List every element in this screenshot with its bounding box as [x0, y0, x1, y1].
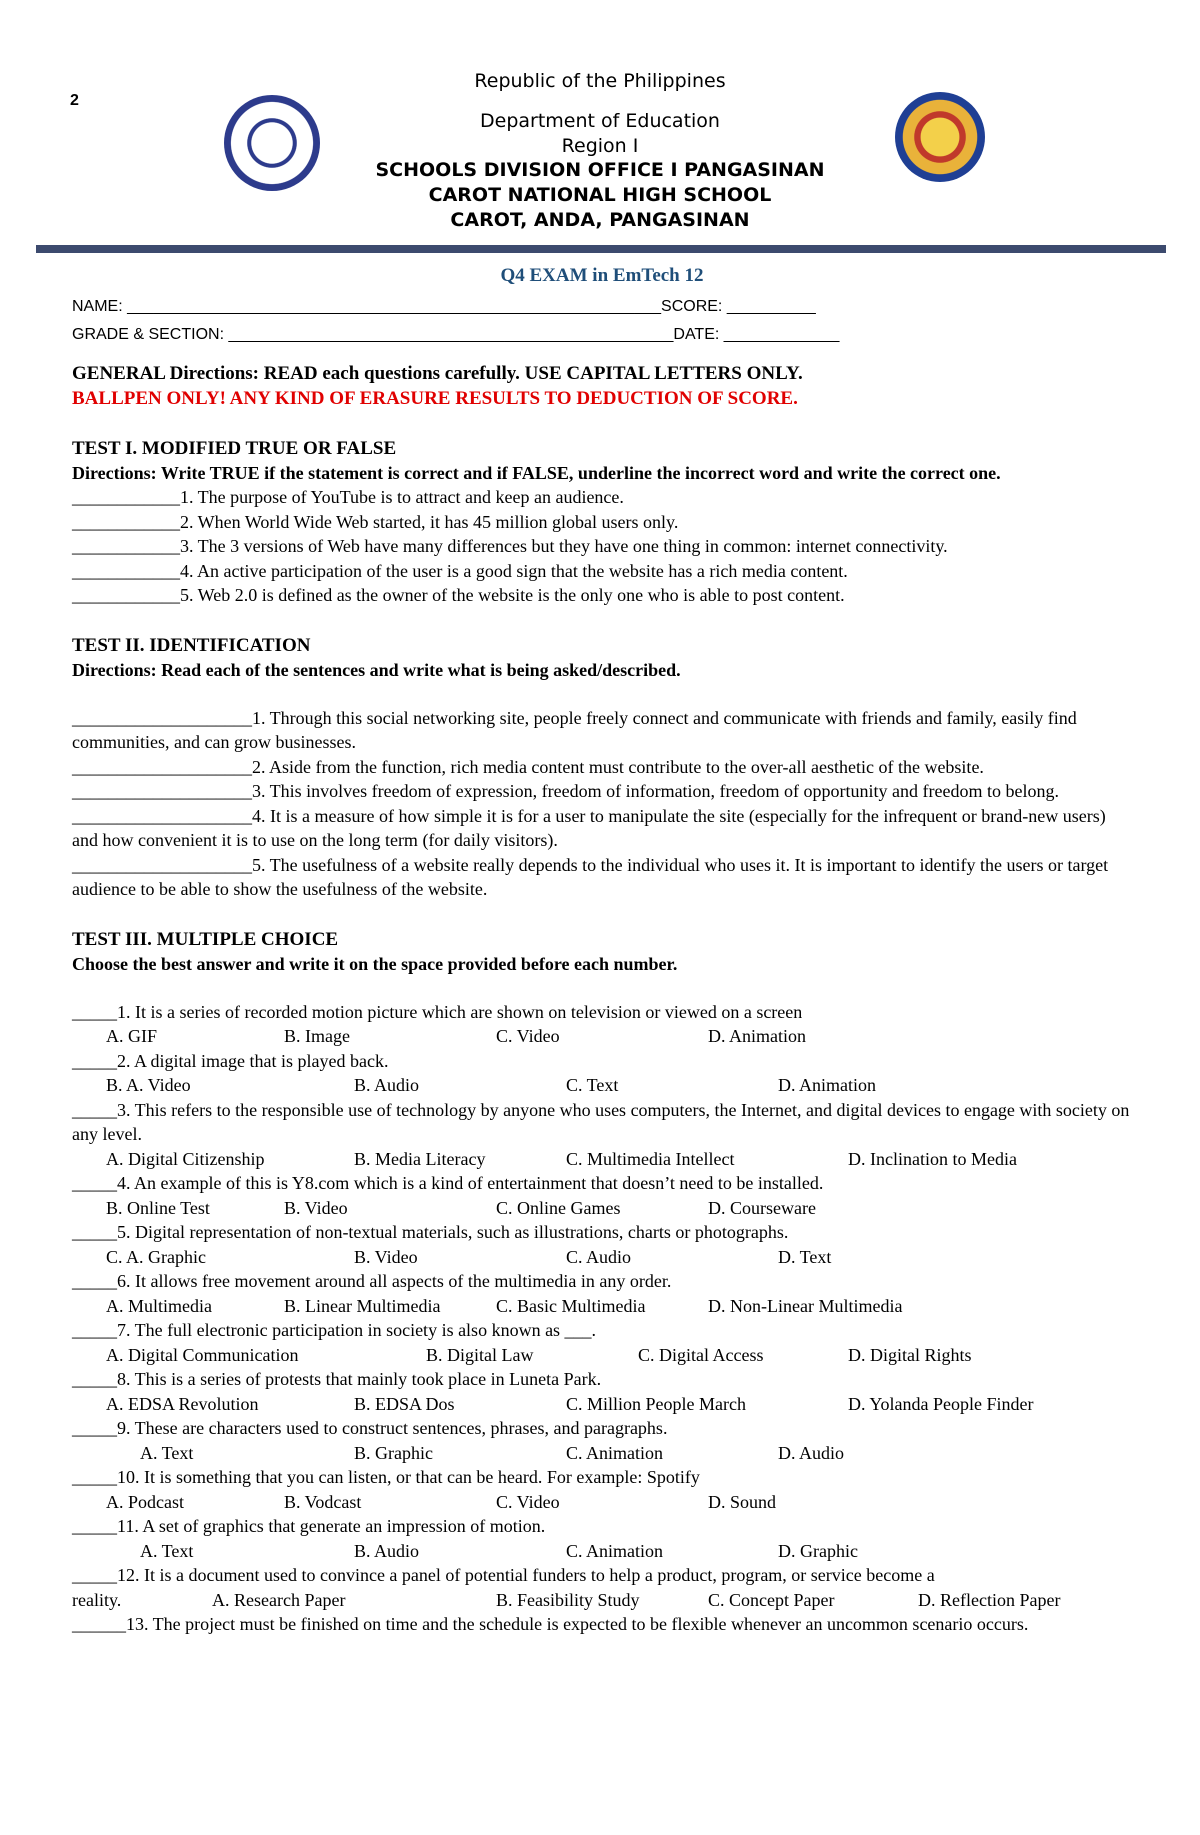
- choice: D. Non-Linear Multimedia: [708, 1295, 903, 1316]
- choice: B. Media Literacy: [354, 1148, 486, 1169]
- test2-heading: TEST II. IDENTIFICATION: [72, 634, 311, 656]
- choice: A. Digital Citizenship: [106, 1148, 265, 1169]
- question: _____8. This is a series of protests that mainly took place in Luneta Park.: [72, 1369, 602, 1389]
- test2-item: ____________________1. Through this social networking site, people freely connect and communicate with friends and family, easily find communities, and can grow businesses.: [72, 707, 1077, 752]
- choice: C. Video: [496, 1491, 560, 1512]
- question: _____3. This refers to the responsible use of technology by anyone who uses computers, the Internet, and digital devices to engage with society on any level.: [72, 1099, 1130, 1144]
- question: _____1. It is a series of recorded motion picture which are shown on television or viewed on a screen: [72, 1001, 803, 1022]
- choice: B. Online Test: [106, 1197, 210, 1218]
- choice: D. Digital Rights: [848, 1344, 972, 1365]
- choice: B. Video: [354, 1246, 418, 1267]
- choice-row: [72, 1245, 1132, 1270]
- choice: C. Online Games: [496, 1197, 621, 1218]
- choice-row: [72, 1147, 1132, 1172]
- choice: B. Audio: [354, 1075, 420, 1095]
- choice-row: [72, 1490, 1132, 1515]
- choice: C. Multimedia Intellect: [566, 1148, 735, 1169]
- choice-row: [72, 1539, 1132, 1564]
- general-directions: GENERAL Directions: READ each questions carefully. USE CAPITAL LETTERS ONLY.: [72, 363, 803, 384]
- question: _____6. It allows free movement around all aspects of the multimedia in any order.: [72, 1271, 672, 1291]
- choice: D. Sound: [708, 1491, 777, 1512]
- choice: D. Reflection Paper: [918, 1589, 1061, 1610]
- question: _____10. It is something that you can listen, or that can be heard. For example: Spotify: [72, 1467, 700, 1487]
- choice: B. Linear Multimedia: [284, 1295, 441, 1316]
- header-region: Region I: [561, 135, 639, 157]
- choice: D. Graphic: [778, 1540, 858, 1561]
- choice-row: [72, 1392, 1132, 1417]
- choice: B. Audio: [354, 1540, 420, 1561]
- choice-row: [72, 1073, 1132, 1098]
- test2-directions: Directions: Read each of the sentences and write what is being asked/described.: [72, 659, 681, 680]
- header-republic: Republic of the Philippines: [474, 70, 726, 92]
- choice: C. Audio: [566, 1246, 632, 1267]
- header-divider: [36, 245, 1166, 253]
- choice: C. Digital Access: [638, 1344, 764, 1365]
- choice: A. Research Paper: [212, 1589, 346, 1610]
- header-school: CAROT NATIONAL HIGH SCHOOL: [428, 184, 772, 206]
- test1-item: ____________2. When World Wide Web started, it has 45 million global users only.: [72, 511, 679, 532]
- name-score-line: NAME: ____________________________________________________________SCORE: __________: [72, 298, 816, 315]
- question: _____4. An example of this is Y8.com which is a kind of entertainment that doesn’t need to be installed.: [72, 1173, 824, 1193]
- choice: A. Text: [140, 1442, 194, 1463]
- header-department: Department of Education: [480, 110, 720, 132]
- test1-item: ____________5. Web 2.0 is defined as the owner of the website is the only one who is able to post content.: [72, 585, 845, 605]
- test3-heading: TEST III. MULTIPLE CHOICE: [72, 928, 339, 950]
- choice: D. Animation: [778, 1075, 876, 1095]
- choice: D. Courseware: [708, 1197, 816, 1218]
- choice-row: [72, 1588, 1132, 1613]
- choice: D. Audio: [778, 1442, 845, 1463]
- question: _____9. These are characters used to construct sentences, phrases, and paragraphs.: [72, 1418, 668, 1438]
- choice: C. Basic Multimedia: [496, 1295, 646, 1316]
- choice: B. Image: [284, 1026, 350, 1046]
- header-division: SCHOOLS DIVISION OFFICE I PANGASINAN: [375, 159, 825, 181]
- choice: D. Text: [778, 1246, 832, 1267]
- choice: D. Yolanda People Finder: [848, 1393, 1034, 1414]
- choice: B. Video: [284, 1197, 348, 1218]
- test1-item: ____________3. The 3 versions of Web have many differences but they have one thing in common: internet connectivity.: [72, 536, 948, 556]
- choice: C. Text: [566, 1075, 619, 1095]
- choice: B. EDSA Dos: [354, 1393, 455, 1414]
- choice: A. Multimedia: [106, 1295, 212, 1316]
- test2-item: ____________________5. The usefulness of a website really depends to the individual who uses it. It is important to identify the users or target audience to be able to show the usefulness of the website.: [72, 854, 1109, 899]
- choice-row: [72, 1343, 1132, 1368]
- test1-item: ____________1. The purpose of YouTube is to attract and keep an audience.: [72, 487, 624, 507]
- choice: C. A. Graphic: [106, 1246, 206, 1267]
- question: _____12. It is a document used to convince a panel of potential funders to help a product, program, or service become a: [72, 1565, 935, 1585]
- choice: B. Feasibility Study: [496, 1589, 640, 1610]
- choice: A. EDSA Revolution: [106, 1393, 259, 1414]
- grade-date-line: GRADE & SECTION: __________________________________________________DATE: _____________: [72, 326, 840, 343]
- choice-row: [72, 1294, 1132, 1319]
- choice-row: [72, 1441, 1132, 1466]
- question: _____2. A digital image that is played back.: [72, 1050, 389, 1071]
- test1-directions: Directions: Write TRUE if the statement is correct and if FALSE, underline the incorrect word and write the correct one.: [72, 463, 1001, 483]
- choice: B. Digital Law: [426, 1344, 534, 1365]
- choice: D. Animation: [708, 1026, 806, 1046]
- test2-item: ____________________4. It is a measure of how simple it is for a user to manipulate the site (especially for the infrequent or brand-new users) and how convenient it is to use on the long term (for daily visitors).: [72, 805, 1106, 850]
- choice: C. Video: [496, 1026, 560, 1046]
- choice: B. A. Video: [106, 1075, 191, 1095]
- test1-heading: TEST I. MODIFIED TRUE OR FALSE: [72, 438, 397, 459]
- choice: C. Animation: [566, 1540, 664, 1561]
- choice: B. Vodcast: [284, 1491, 362, 1512]
- question: _____5. Digital representation of non-textual materials, such as illustrations, charts or photographs.: [72, 1222, 789, 1242]
- test2-item: ____________________2. Aside from the function, rich media content must contribute to the over-all aesthetic of the website.: [72, 756, 984, 777]
- test2-item: ____________________3. This involves freedom of expression, freedom of information, freedom of opportunity and freedom to belong.: [72, 781, 1059, 801]
- question: _____11. A set of graphics that generate an impression of motion.: [72, 1516, 546, 1536]
- choice: D. Inclination to Media: [848, 1148, 1017, 1169]
- question-continuation: reality.: [72, 1589, 122, 1610]
- choice: A. Text: [140, 1540, 194, 1561]
- exam-body: [72, 263, 1132, 1637]
- question: ______13. The project must be finished on time and the schedule is expected to be flexible whenever an uncommon scenario occurs.: [72, 1614, 1029, 1634]
- erasure-warning: BALLPEN ONLY! ANY KIND OF ERASURE RESULTS TO DEDUCTION OF SCORE.: [72, 388, 798, 409]
- choice: A. Podcast: [106, 1491, 184, 1512]
- choice: B. Graphic: [354, 1442, 433, 1463]
- choice: C. Million People March: [566, 1393, 746, 1414]
- header-address: CAROT, ANDA, PANGASINAN: [450, 209, 750, 231]
- page-number: 2: [70, 92, 79, 109]
- test3-directions: Choose the best answer and write it on the space provided before each number.: [72, 953, 678, 974]
- choice: A. GIF: [106, 1026, 158, 1046]
- choice: C. Animation: [566, 1442, 664, 1463]
- exam-title: Q4 EXAM in EmTech 12: [500, 265, 704, 286]
- choice: C. Concept Paper: [708, 1589, 835, 1610]
- choice-row: [72, 1024, 1132, 1049]
- test1-item: ____________4. An active participation of the user is a good sign that the website has a rich media content.: [72, 560, 848, 581]
- letterhead: [0, 68, 1200, 233]
- choice-row: [72, 1196, 1132, 1221]
- choice: A. Digital Communication: [106, 1344, 299, 1365]
- question: _____7. The full electronic participation in society is also known as ___.: [72, 1320, 597, 1340]
